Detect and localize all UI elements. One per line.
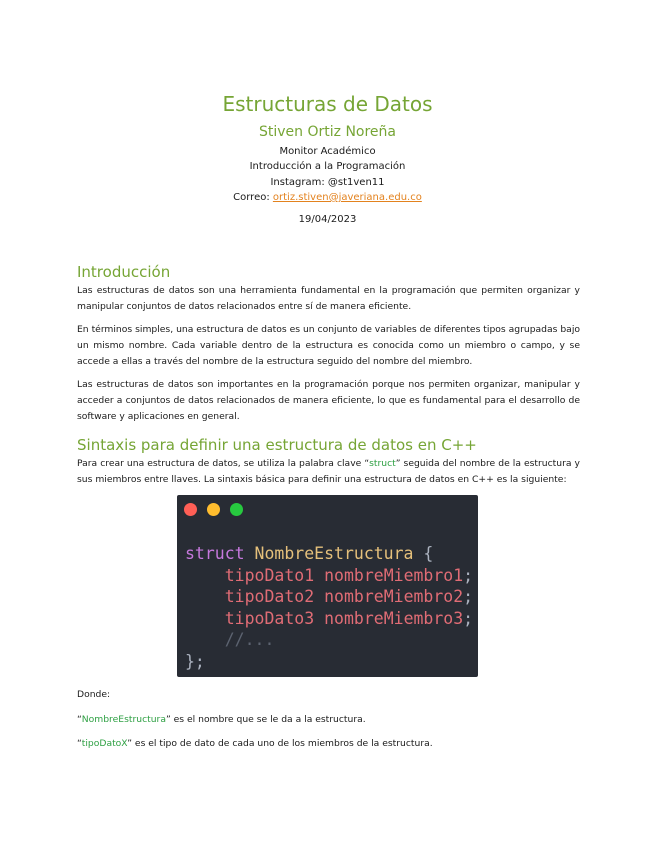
code-member-name: nombreMiembro2 [324, 587, 464, 606]
syntax-heading: Sintaxis para definir una estructura de datos en C++ [77, 436, 477, 454]
document-title: Estructuras de Datos [222, 92, 433, 116]
intro-paragraph-1: Las estructuras de datos son una herramienta fundamental en la programación que permiten organizar y manipular conjuntos de datos relacionados entre sí de manera eficiente. [77, 285, 580, 312]
struct-keyword: struct [369, 458, 396, 469]
instagram-handle: Instagram: @st1ven11 [270, 177, 385, 188]
code-struct-name: NombreEstructura [254, 544, 414, 563]
code-comment: //... [224, 630, 275, 649]
email-line [0, 190, 655, 205]
author-name: Stiven Ortiz Noreña [259, 124, 396, 140]
donde-label: Donde: [77, 689, 111, 700]
window-close-dot-icon [184, 503, 197, 516]
window-minimize-dot-icon [207, 503, 220, 516]
code-member-name: nombreMiembro1 [324, 565, 464, 585]
syntax-paragraph [77, 456, 580, 488]
intro-paragraph-3: Las estructuras de datos son importantes en la programación porque nos permiten organizar, manipular y acceder a conjuntos de datos relacionados de manera eficiente, lo que es fundamental para el desarrollo de software y aplicaciones en general. [77, 379, 580, 422]
code-open-brace: { [413, 544, 434, 563]
course-name: Introducción a la Programación [249, 161, 406, 172]
code-block: struct NombreEstructura { tipoDato1 nombreMiembro1; tipoDato2 nombreMiembro2; tipoDato3 nombreMiembro3; //... }; [185, 544, 474, 671]
definition-term: NombreEstructura [81, 714, 166, 725]
email-label: Correo: [233, 192, 273, 203]
definition-item-1: “NombreEstructura” es el nombre que se le da a la estructura. [77, 714, 366, 725]
definition-desc: ” es el nombre que se le da a la estructura. [165, 714, 366, 725]
document-date: 19/04/2023 [298, 214, 357, 225]
syntax-text-after: ” seguida del nombre de la estructura y sus miembros entre llaves. La sintaxis básica para definir una estructura de datos en C++ es la siguiente: [77, 458, 580, 485]
intro-paragraph-2: En términos simples, una estructura de datos es un conjunto de variables de diferentes tipos agrupadas bajo un mismo nombre. Cada variable dentro de la estructura es conocida como un miembro o campo, y se accede a ellas a través del nombre de la estructura seguido del nombre del miembro. [77, 324, 580, 367]
code-close-brace: }; [185, 651, 205, 671]
code-keyword: struct [185, 544, 245, 563]
definition-term: tipoDatoX [81, 738, 128, 749]
window-maximize-dot-icon [230, 503, 243, 516]
email-link[interactable]: ortiz.stiven@javeriana.edu.co [272, 192, 422, 203]
code-member-name: nombreMiembro3 [324, 608, 464, 628]
definition-item-2: “tipoDatoX” es el tipo de dato de cada uno de los miembros de la estructura. [77, 738, 433, 749]
author-role: Monitor Académico [279, 146, 376, 157]
definition-desc: ” es el tipo de dato de cada uno de los miembros de la estructura. [127, 738, 433, 749]
code-member-type: tipoDato2 [224, 587, 315, 606]
code-member-type: tipoDato3 [224, 608, 315, 628]
code-snippet-window [177, 495, 478, 677]
intro-heading: Introducción [77, 263, 171, 281]
code-member-type: tipoDato1 [224, 565, 315, 585]
syntax-text-before: Para crear una estructura de datos, se utiliza la palabra clave “ [77, 458, 370, 469]
